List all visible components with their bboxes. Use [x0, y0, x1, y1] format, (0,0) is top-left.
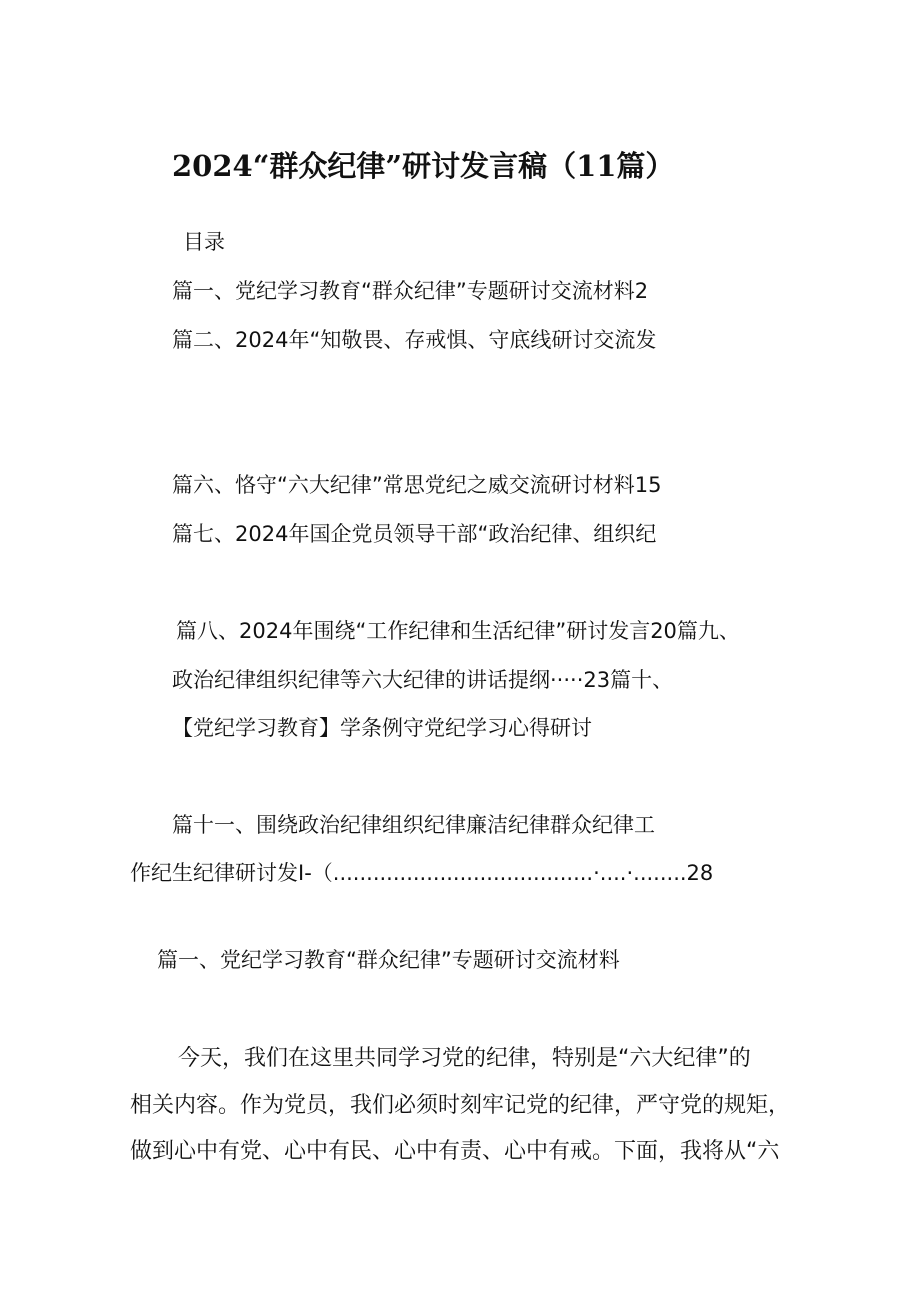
paragraph-line: 相关内容。作为党员，我们必须时刻牢记党的纪律，严守党的规矩， [130, 1093, 791, 1118]
toc-entry: 篇二、2024年“知敬畏、存戒惧、守底线研讨交流发 [172, 328, 657, 352]
toc-entry: 作纪生纪律研讨发I-（.......................................·....·........28 [130, 861, 714, 885]
toc-entry: 篇一、党纪学习教育“群众纪律”专题研讨交流材料2 [172, 279, 649, 303]
toc-entry: 政治纪律组织纪律等六大纪律的讲话提纲·····23篇十、 [172, 668, 674, 692]
toc-entry: 篇十一、围绕政治纪律组织纪律廉洁纪律群众纪律工 [172, 813, 655, 837]
toc-heading: 目录 [183, 230, 225, 254]
paragraph-line: 今天，我们在这里共同学习党的纪律，特别是“六大纪律”的 [178, 1046, 751, 1071]
paragraph-line: 做到心中有党、心中有民、心中有责、心中有戒。下面，我将从“六 [130, 1139, 780, 1164]
document-title: 2024“群众纪律”研讨发言稿（11篇） [172, 149, 675, 183]
toc-entry: 篇八、2024年围绕“工作纪律和生活纪律”研讨发言20篇九、 [176, 619, 740, 643]
toc-entry: 【党纪学习教育】学条例守党纪学习心得研讨 [172, 716, 592, 740]
section-heading: 篇一、党纪学习教育“群众纪律”专题研讨交流材料 [157, 948, 620, 972]
toc-entry: 篇七、2024年国企党员领导干部“政治纪律、组织纪 [172, 522, 657, 546]
toc-entry: 篇六、恪守“六大纪律”常思党纪之威交流研讨材料15 [172, 473, 662, 497]
